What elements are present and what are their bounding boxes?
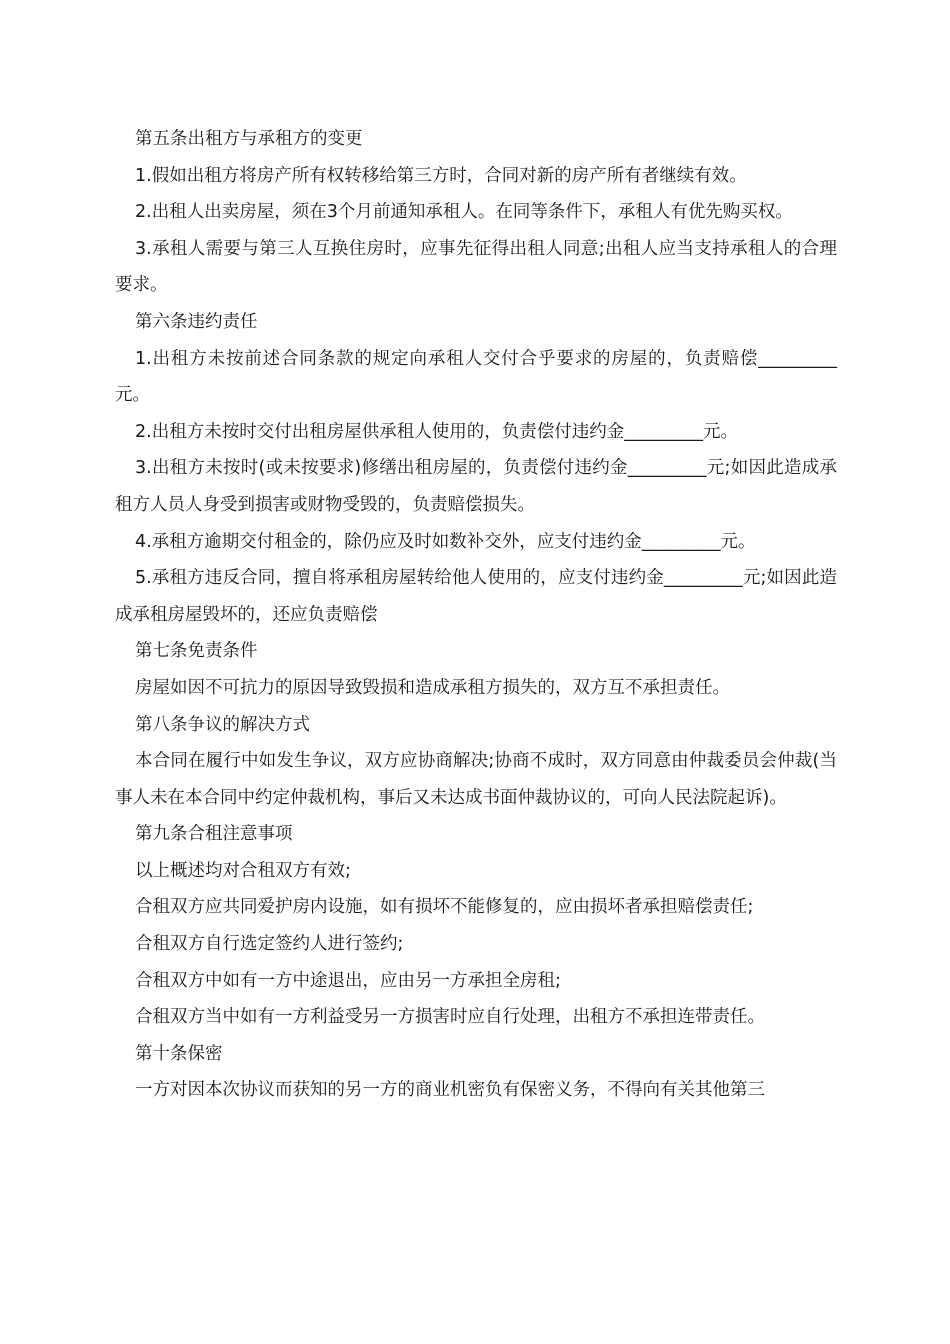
- paragraph: 合租双方应共同爱护房内设施，如有损坏不能修复的，应由损坏者承担赔偿责任;: [135, 897, 754, 918]
- paragraph: 合租双方当中如有一方利益受另一方损害时应自行处理，出租方不承担连带责任。: [135, 1007, 765, 1028]
- paragraph: 合租双方自行选定签约人进行签约;: [135, 934, 404, 955]
- paragraph: 1.出租方未按前述合同条款的规定向承租人交付合乎要求的房屋的，负责赔偿_________元。: [115, 348, 837, 406]
- paragraph: 2.出租人出卖房屋，须在3个月前通知承租人。在同等条件下，承租人有优先购买权。: [135, 202, 793, 223]
- paragraph: 1.假如出租方将房产所有权转移给第三方时，合同对新的房产所有者继续有效。: [135, 165, 747, 186]
- document-body: [115, 121, 837, 1109]
- article-heading-5: 第五条出租方与承租方的变更: [135, 129, 363, 149]
- paragraph: 4.承租方逾期交付租金的，除仍应及时如数补交外，应支付违约金_________元。: [135, 531, 756, 552]
- paragraph: 合租双方中如有一方中途退出，应由另一方承担全房租;: [135, 970, 561, 991]
- article-heading-6: 第六条违约责任: [135, 311, 258, 332]
- paragraph: 房屋如因不可抗力的原因导致毁损和造成承租方损失的，双方互不承担责任。: [135, 677, 730, 698]
- paragraph: 5.承租方违反合同，擅自将承租房屋转给他人使用的，应支付违约金_________元;如因此造成承租房屋毁坏的，还应负责赔偿: [115, 568, 837, 625]
- paragraph: 本合同在履行中如发生争议，双方应协商解决;协商不成时，双方同意由仲裁委员会仲裁(当事人未在本合同中约定仲裁机构，事后又未达成书面仲裁协议的，可向人民法院起诉)。: [115, 751, 837, 808]
- paragraph: 一方对因本次协议而获知的另一方的商业机密负有保密义务，不得向有关其他第三: [135, 1080, 765, 1101]
- paragraph: 2.出租方未按时交付出租房屋供承租人使用的，负责偿付违约金_________元。: [135, 421, 738, 442]
- paragraph: 3.出租方未按时(或未按要求)修缮出租房屋的，负责偿付违约金_________元;如因此造成承租方人员人身受到损害或财物受毁的，负责赔偿损失。: [115, 458, 837, 515]
- article-heading-7: 第七条免责条件: [135, 641, 258, 662]
- paragraph: 3.承租人需要与第三人互换住房时，应事先征得出租人同意;出租人应当支持承租人的合理要求。: [115, 238, 837, 296]
- article-heading-10: 第十条保密: [135, 1043, 223, 1064]
- article-heading-9: 第九条合租注意事项: [135, 824, 293, 845]
- article-heading-8: 第八条争议的解决方式: [135, 714, 310, 735]
- paragraph: 以上概述均对合租双方有效;: [135, 860, 351, 881]
